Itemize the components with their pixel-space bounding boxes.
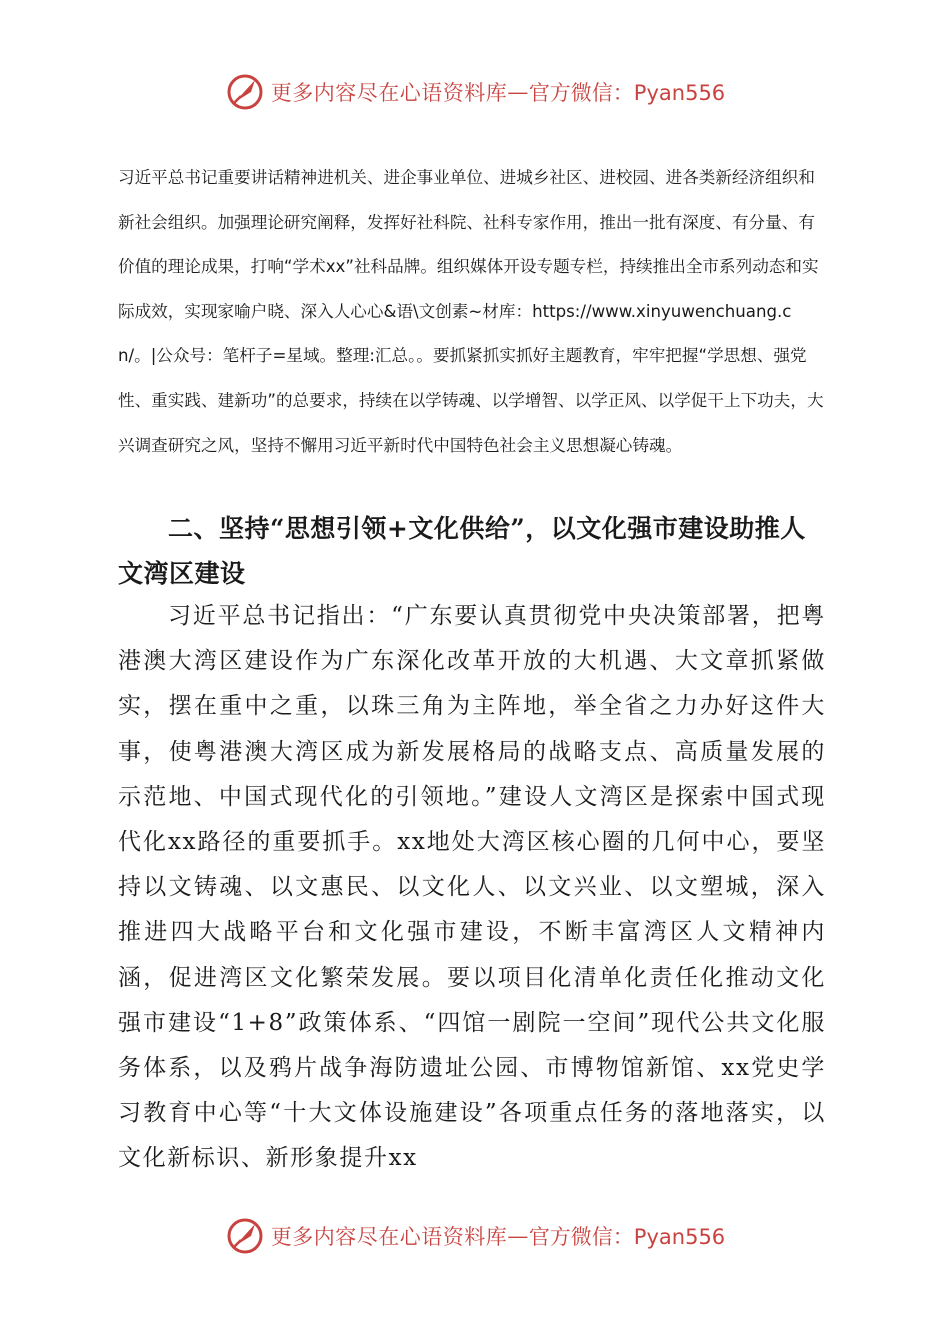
watermark-brand: 更多内容尽在心语资料库: [270, 81, 508, 105]
quill-logo-icon: [225, 72, 265, 112]
watermark-dash: —: [507, 80, 529, 104]
header-watermark: [0, 72, 950, 112]
section-body-paragraph: 习近平总书记指出：“广东要认真贯彻党中央决策部署，把粤港澳大湾区建设作为广东深化改革开放的大机遇、大文章抓紧做实，摆在重中之重，以珠三角为主阵地，举全省之力办好这件大事，使粤港澳大湾区成为新发展格局的战略支点、高质量发展的示范地、中国式现代化的引领地。”建设人文湾区是探索中国式现代化xx路径的重要抓手。xx地处大湾区核心圈的几何中心，要坚持以文铸魂、以文惠民、以文化人、以文兴业、以文塑城，深入推进四大战略平台和文化强市建设，不断丰富湾区人文精神内涵，促进湾区文化繁荣发展。要以项目化清单化责任化推动文化强市建设“1+8”政策体系、“四馆一剧院一空间”现代公共文化服务体系，以及鸦片战争海防遗址公园、市博物馆新馆、xx党史学习教育中心等“十大文体设施建设”各项重点任务的落地落实，以文化新标识、新形象提升xx: [118, 603, 826, 1172]
quill-logo-icon: [225, 1216, 265, 1256]
watermark-wechat: 官方微信：Pyan556: [528, 81, 726, 105]
watermark-brand: 更多内容尽在心语资料库: [270, 1225, 508, 1249]
intro-paragraph: 习近平总书记重要讲话精神进机关、进企事业单位、进城乡社区、进校园、进各类新经济组织和新社会组织。加强理论研究阐释，发挥好社科院、社科专家作用，推出一批有深度、有分量、有价值的理论成果，打响“学术xx”社科品牌。组织媒体开设专题专栏，持续推出全市系列动态和实际成效，实现家喻户晓、深入人心心&语\文创素~材库：https://www.xinyuwenchuang.cn/。|公众号：笔杆子=星域。整理:汇总。。要抓紧抓实抓好主题教育，牢牢把握“学思想、强党性、重实践、建新功”的总要求，持续在以学铸魂、以学增智、以学正风、以学促干上下功夫，大兴调查研究之风，坚持不懈用习近平新时代中国特色社会主义思想凝心铸魂。: [118, 168, 824, 455]
watermark-wechat: 官方微信：Pyan556: [528, 1225, 726, 1249]
section-heading: 二、坚持“思想引领+文化供给”，以文化强市建设助推人文湾区建设: [118, 514, 806, 588]
watermark-dash: —: [507, 1224, 529, 1248]
footer-watermark: [0, 1216, 950, 1256]
